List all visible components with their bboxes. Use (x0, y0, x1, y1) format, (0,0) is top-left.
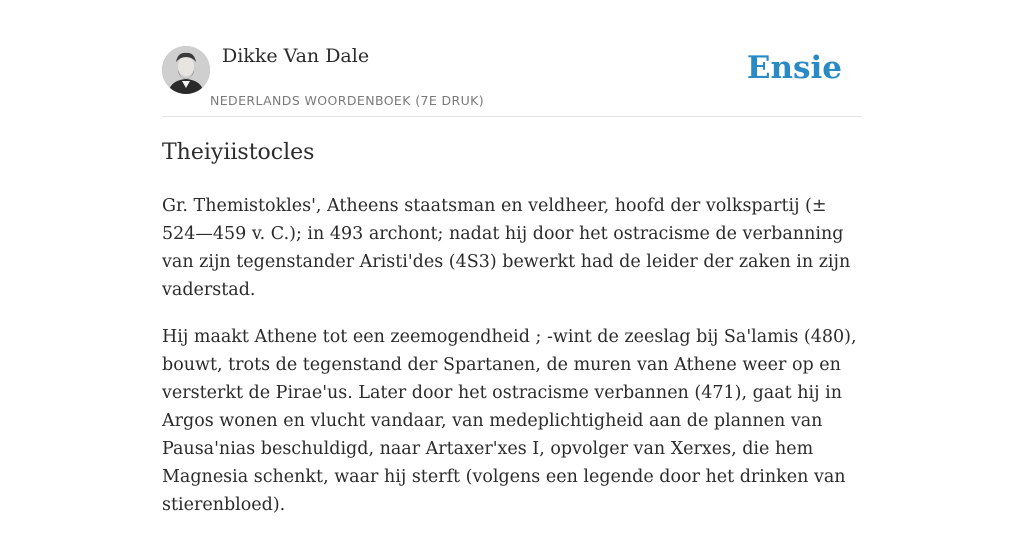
portrait-icon (162, 46, 210, 94)
entry-card (162, 0, 862, 515)
author-name[interactable]: Dikke Van Dale (222, 45, 370, 67)
entry-paragraph: Hij maakt Athene tot een zeemogendheid ; -wint de zeeslag bij Sa'lamis (480), bouwt, trots de tegenstand der Spartanen, de muren van Athene weer op en versterkt de Pirae'us. Later door het ostracisme verbannen (471), gaat hij in Argos wonen en vlucht vandaar, van medeplichtigheid aan de plannen van Pausa'nias beschuldigd, naar Artaxer'xes I, opvolger van Xerxes, die hem Magnesia schenkt, waar hij sterft (volgens een legende door het drinken van stierenbloed). (162, 327, 857, 515)
header (162, 0, 862, 117)
entry-title: Theiyiistocles (162, 140, 315, 165)
source-title[interactable]: NEDERLANDS WOORDENBOEK (7E DRUK) (210, 93, 485, 108)
entry-body (162, 192, 862, 538)
site-logo[interactable]: Ensie (746, 50, 842, 86)
entry-paragraph: Gr. Themistokles', Atheens staatsman en veldheer, hoofd der volkspartij (± 524—459 v. C.); in 493 archont; nadat hij door het ostracisme de verbanning van zijn tegenstander Aristi'des (4S3) bewerkt had de leider der zaken in zijn vaderstad. (162, 196, 851, 300)
author-avatar[interactable] (162, 46, 210, 94)
